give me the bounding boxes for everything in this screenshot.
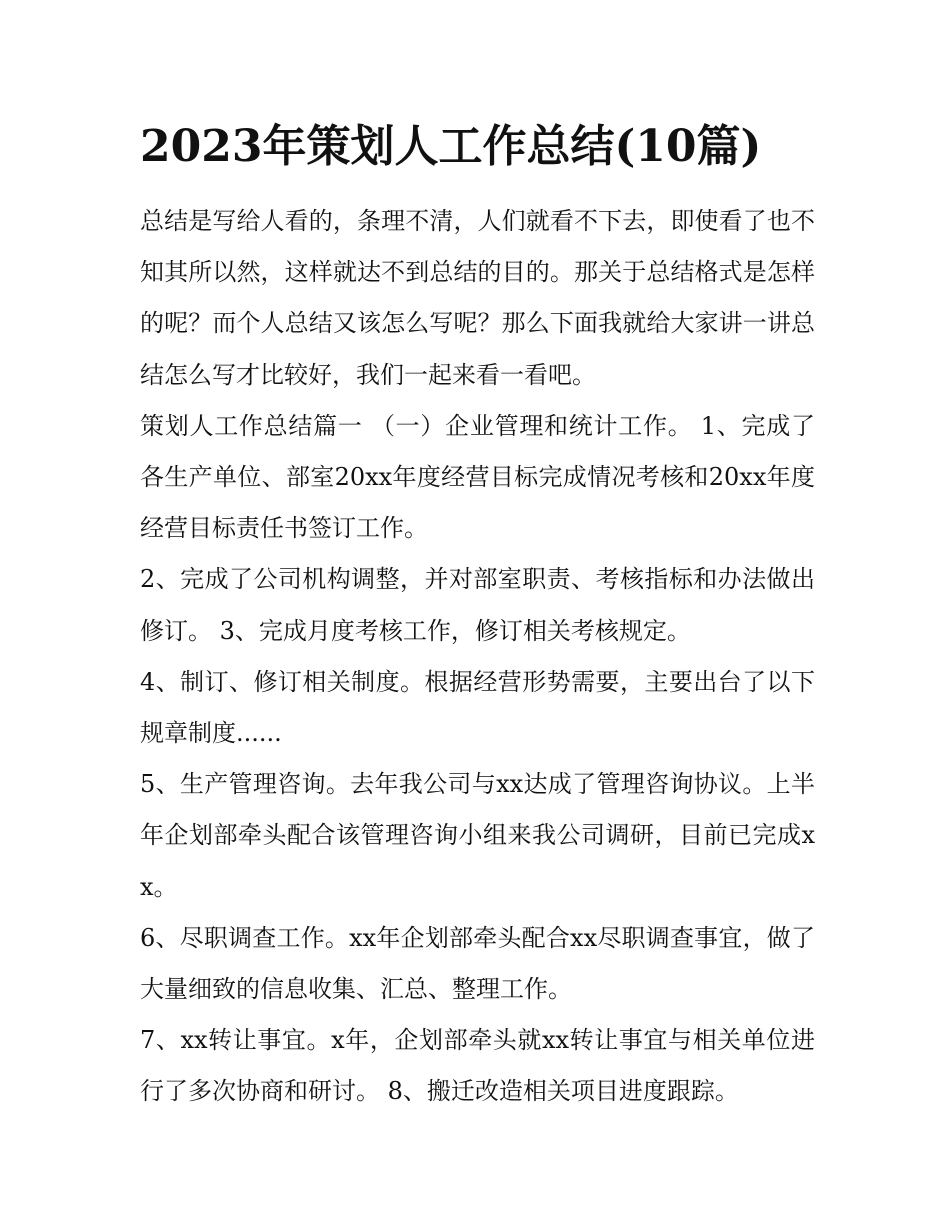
paragraph-5: 5、生产管理咨询。去年我公司与xx达成了管理咨询协议。上半年企划部牵头配合该管理咨询小组来我公司调研，目前已完成xx。 bbox=[140, 770, 815, 901]
paragraph-2: 2、完成了公司机构调整，并对部室职责、考核指标和办法做出修订。 3、完成月度考核工作，修订相关考核规定。 bbox=[140, 565, 815, 645]
paragraph-4: 4、制订、修订相关制度。根据经营形势需要，主要出台了以下规章制度...... bbox=[140, 667, 815, 748]
paragraph-6: 6、尽职调查工作。xx年企划部牵头配合xx尽职调查事宜，做了大量细致的信息收集、汇总、整理工作。 bbox=[140, 923, 815, 1004]
paragraph-7: 7、xx转让事宜。x年，企划部牵头就xx转让事宜与相关单位进行了多次协商和研讨。 8、搬迁改造相关项目进度跟踪。 bbox=[140, 1026, 815, 1106]
document-body bbox=[140, 196, 815, 1118]
paragraph-intro: 总结是写给人看的，条理不清，人们就看不下去，即使看了也不知其所以然，这样就达不到总结的目的。那关于总结格式是怎样的呢？而个人总结又该怎么写呢？那么下面我就给大家讲一讲总结怎么写才比较好，我们一起来看一看吧。 bbox=[140, 207, 815, 389]
document-title: 2023年策划人工作总结(10篇) bbox=[140, 121, 762, 172]
paragraph-1: 策划人工作总结篇一 （一）企业管理和统计工作。 1、完成了各生产单位、部室20xx年度经营目标完成情况考核和20xx年度经营目标责任书签订工作。 bbox=[140, 411, 815, 543]
